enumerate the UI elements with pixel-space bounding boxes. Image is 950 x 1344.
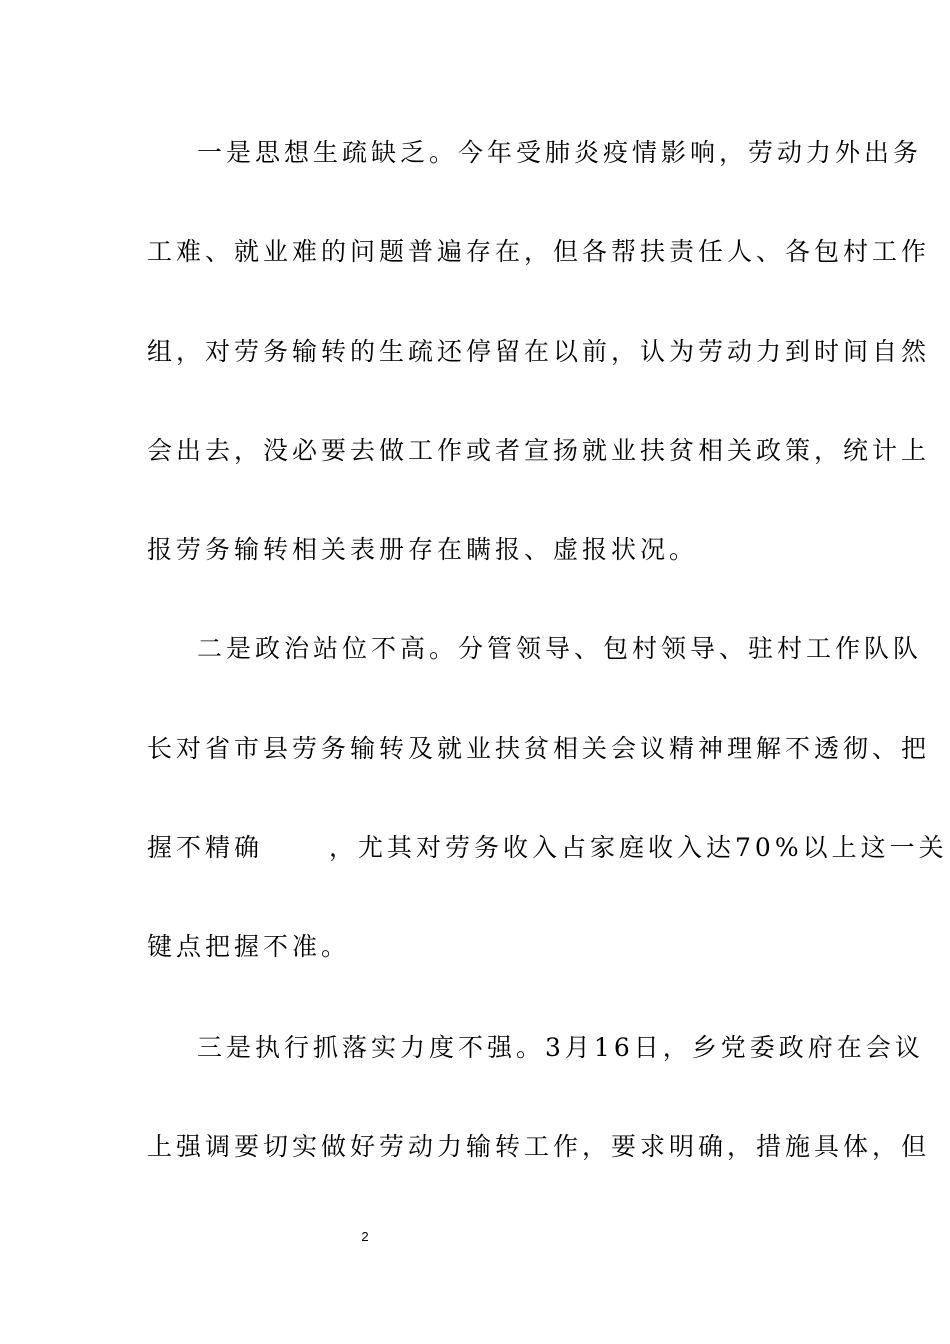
paragraph-2-line-1: 二是政治站位不高。分管领导、包村领导、驻村工作队队 <box>197 634 923 663</box>
paragraph-1-line-2: 工难、就业难的问题普遍存在，但各帮扶责任人、各包村工作 <box>147 237 931 266</box>
paragraph-1-line-4: 会出去，没必要去做工作或者宣扬就业扶贫相关政策，统计上 <box>147 436 931 465</box>
paragraph-1-line-1: 一是思想生疏缺乏。今年受肺炎疫情影响，劳动力外出务 <box>197 138 923 167</box>
paragraph-2-line-2: 长对省市县劳务输转及就业扶贫相关会议精神理解不透彻、把 <box>147 734 931 763</box>
paragraph-1-line-5: 报劳务输转相关表册存在瞒报、虚报状况。 <box>147 535 699 564</box>
paragraph-1-line-3: 组，对劳务输转的生疏还停留在以前，认为劳动力到时间自然 <box>147 337 931 366</box>
paragraph-2-line-4: 键点把握不准。 <box>147 932 351 961</box>
page-number: 2 <box>361 1229 369 1244</box>
paragraph-2-line-3-start: 握不精确 <box>147 833 264 862</box>
paragraph-3-line-1: 三是执行抓落实力度不强。3月16日，乡党委政府在会议 <box>197 1033 924 1062</box>
paragraph-3-line-2: 上强调要切实做好劳动力输转工作，要求明确，措施具体，但 <box>147 1132 931 1161</box>
paragraph-2-line-3-end: ，尤其对劳务收入占家庭收入达70%以上这一关 <box>329 833 948 862</box>
paragraph-2-line-3 <box>147 828 948 868</box>
